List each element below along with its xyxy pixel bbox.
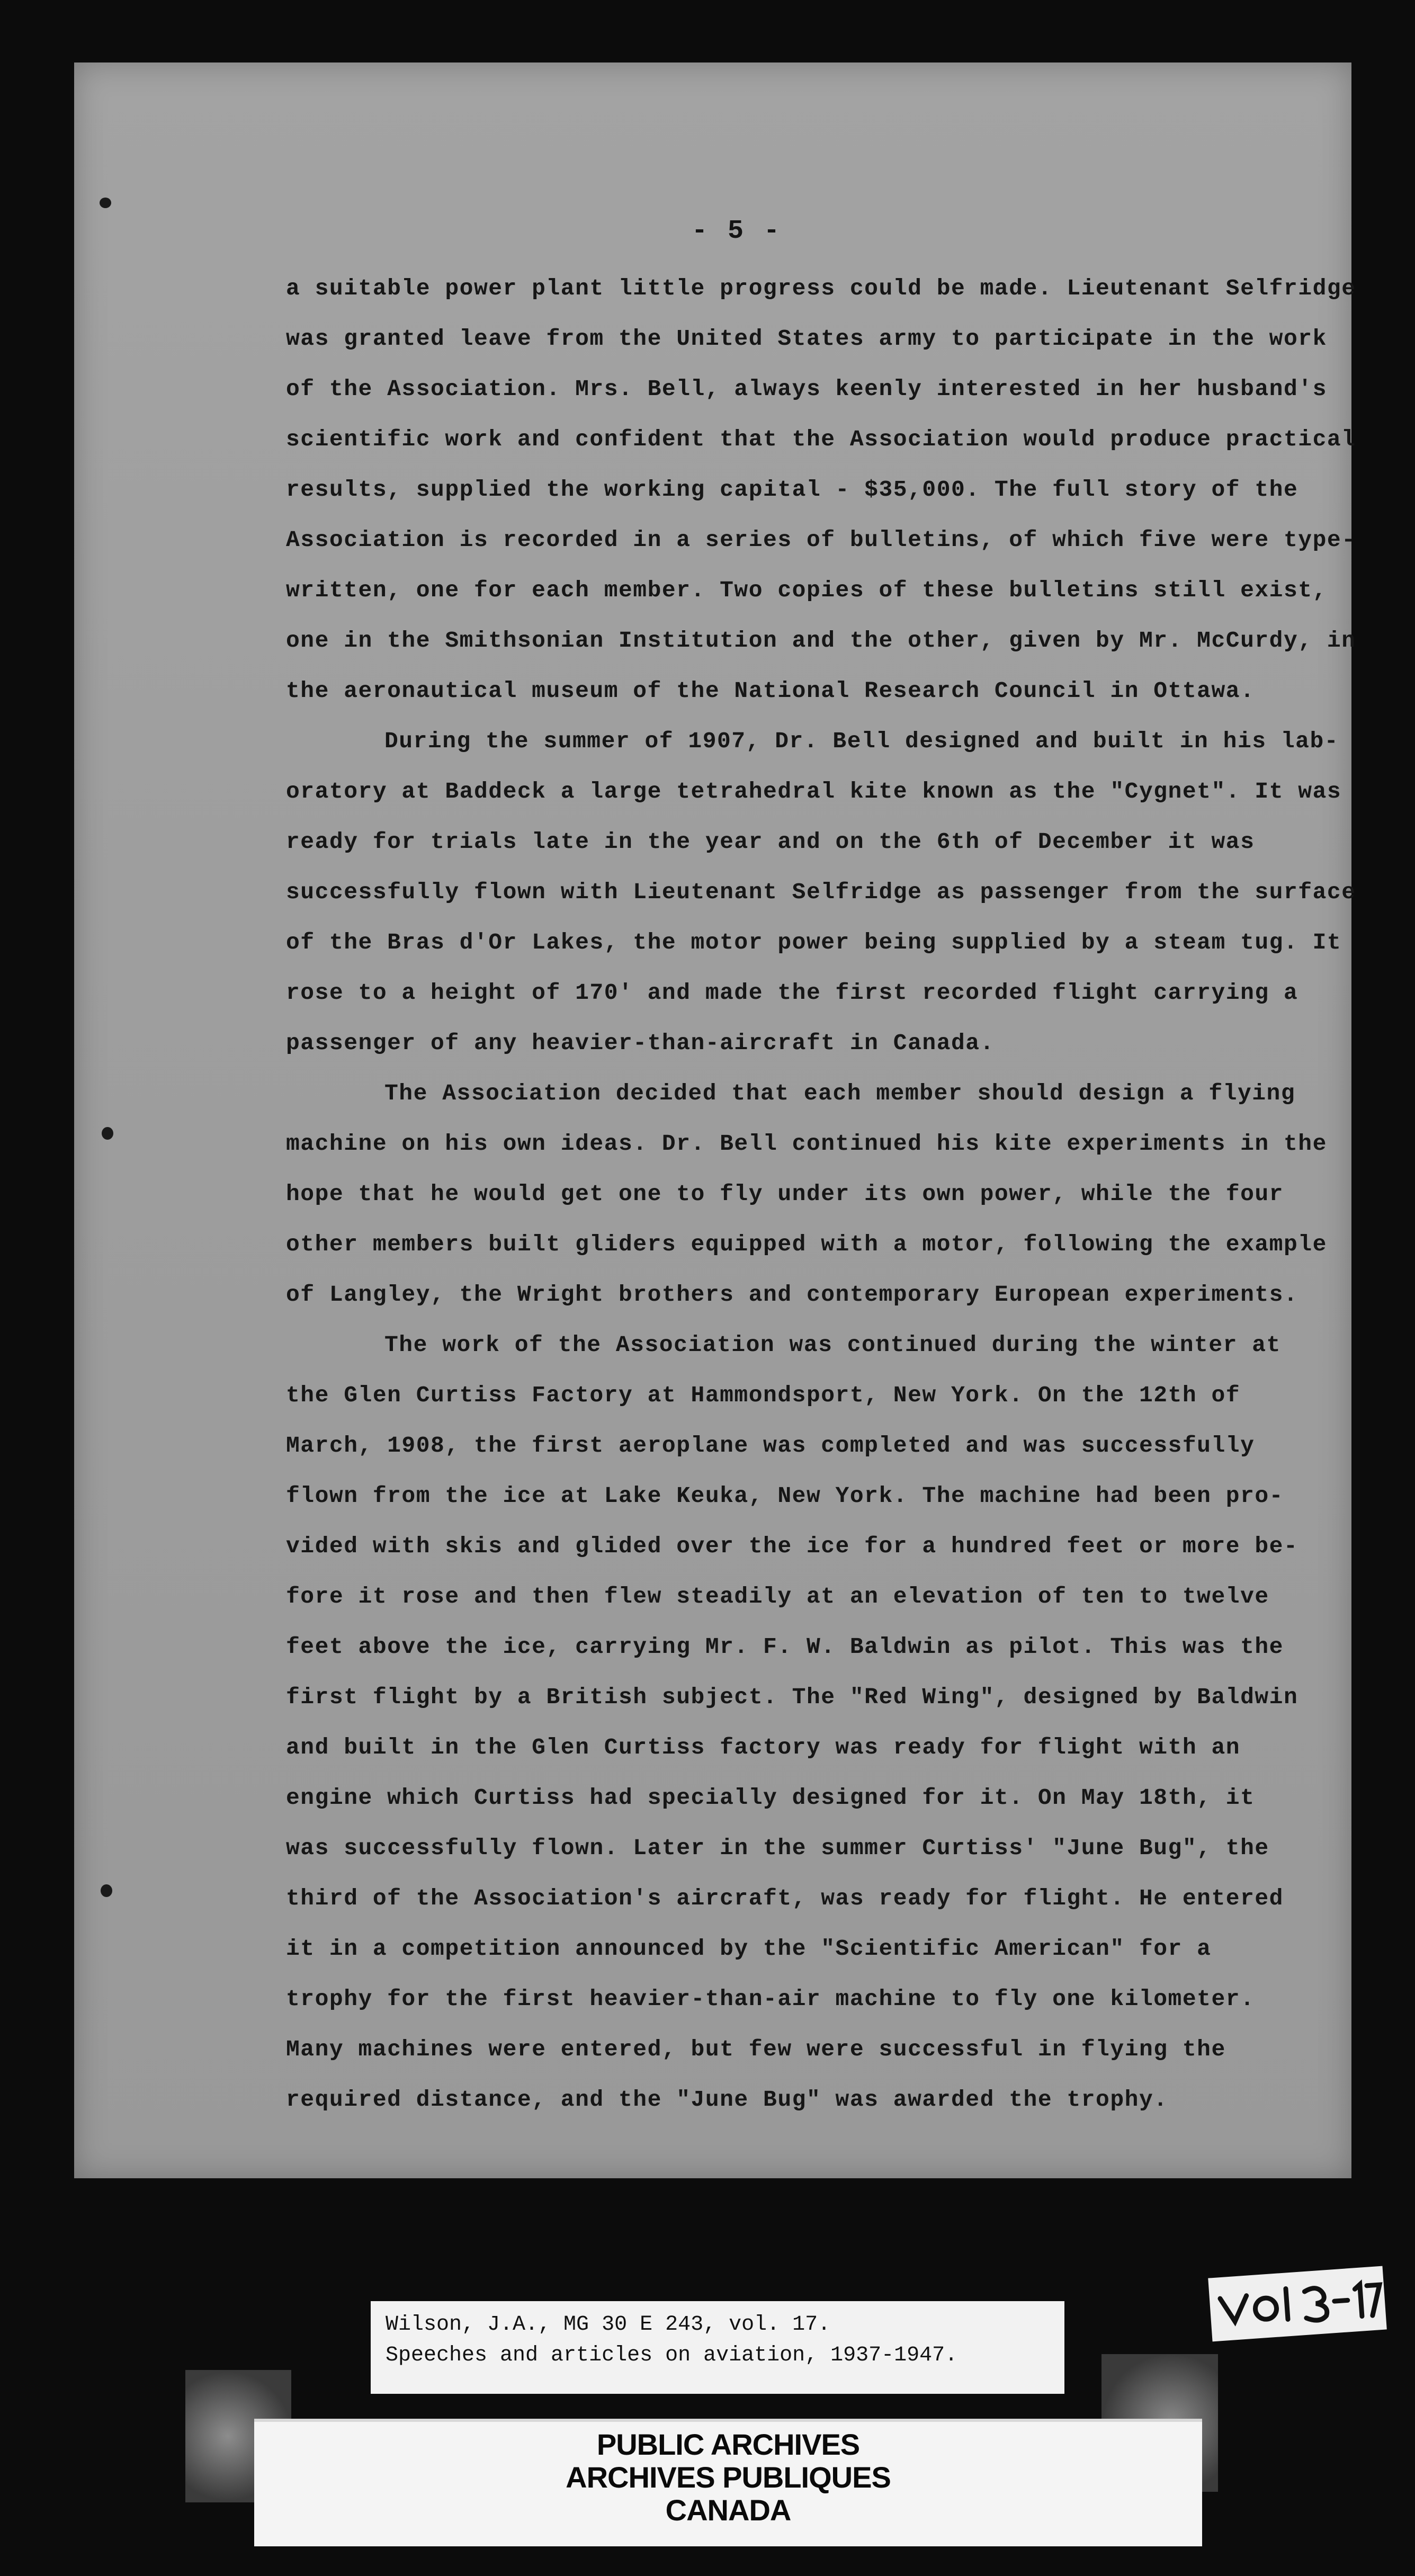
text-line: results, supplied the working capital - $35,000. The full story of the xyxy=(286,477,1298,503)
punch-hole-top xyxy=(100,198,111,208)
text-line: machine on his own ideas. Dr. Bell continued his kite experiments in the xyxy=(286,1131,1327,1157)
text-line: hope that he would get one to fly under its own power, while the four xyxy=(286,1181,1284,1207)
text-line: Many machines were entered, but few were successful in flying the xyxy=(286,2036,1226,2062)
handwritten-note-drawing xyxy=(1208,2266,1387,2342)
text-line: required distance, and the "June Bug" was awarded the trophy. xyxy=(286,2087,1168,2113)
punch-hole-bottom xyxy=(101,1884,112,1897)
handwritten-volume-note xyxy=(1208,2266,1387,2342)
text-line: passenger of any heavier-than-aircraft in Canada. xyxy=(286,1030,995,1056)
text-line: trophy for the first heavier-than-air machine to fly one kilometer. xyxy=(286,1986,1255,2012)
text-line: written, one for each member. Two copies of these bulletins still exist, xyxy=(286,577,1327,603)
stamp-line-country: CANADA xyxy=(665,2493,791,2527)
text-line: flown from the ice at Lake Keuka, New York. The machine had been pro- xyxy=(286,1483,1284,1509)
text-line: fore it rose and then flew steadily at an elevation of ten to twelve xyxy=(286,1584,1269,1609)
punch-hole-middle xyxy=(102,1127,113,1140)
text-line: rose to a height of 170' and made the first recorded flight carrying a xyxy=(286,980,1298,1006)
text-line: engine which Curtiss had specially designed for it. On May 18th, it xyxy=(286,1785,1255,1811)
text-line: was successfully flown. Later in the summer Curtiss' "June Bug", the xyxy=(286,1835,1269,1861)
catalog-card xyxy=(371,2301,1064,2394)
text-line: ready for trials late in the year and on the 6th of December it was xyxy=(286,829,1255,855)
catalog-reference: Wilson, J.A., MG 30 E 243, vol. 17. xyxy=(386,2313,831,2337)
text-line: the aeronautical museum of the National Research Council in Ottawa. xyxy=(286,678,1255,704)
typewritten-page xyxy=(74,62,1356,2178)
text-line: third of the Association's aircraft, was ready for flight. He entered xyxy=(286,1885,1284,1911)
text-line: March, 1908, the first aeroplane was completed and was successfully xyxy=(286,1433,1255,1459)
text-line: and built in the Glen Curtiss factory was ready for flight with an xyxy=(286,1734,1241,1760)
text-line: a suitable power plant little progress could be made. Lieutenant Selfridge xyxy=(286,275,1356,301)
text-line: vided with skis and glided over the ice for a hundred feet or more be- xyxy=(286,1533,1298,1559)
text-line: The work of the Association was continued during the winter at xyxy=(384,1332,1281,1358)
text-line: scientific work and confident that the Association would produce practical xyxy=(286,426,1356,452)
text-line: one in the Smithsonian Institution and the other, given by Mr. McCurdy, in xyxy=(286,628,1356,654)
text-line: successfully flown with Lieutenant Selfridge as passenger from the surface xyxy=(286,879,1356,905)
archives-stamp xyxy=(254,2419,1202,2546)
text-line: of the Bras d'Or Lakes, the motor power being supplied by a steam tug. It xyxy=(286,929,1342,955)
text-line: first flight by a British subject. The "Red Wing", designed by Baldwin xyxy=(286,1684,1298,1710)
stamp-line-french: ARCHIVES PUBLIQUES xyxy=(566,2461,891,2494)
text-line: the Glen Curtiss Factory at Hammondsport, New York. On the 12th of xyxy=(286,1382,1241,1408)
text-line: feet above the ice, carrying Mr. F. W. Baldwin as pilot. This was the xyxy=(286,1634,1284,1660)
text-line: it in a competition announced by the "Scientific American" for a xyxy=(286,1936,1212,1962)
catalog-description: Speeches and articles on aviation, 1937-1947. xyxy=(386,2344,958,2367)
text-line: other members built gliders equipped with a motor, following the example xyxy=(286,1231,1327,1257)
text-line: The Association decided that each member should design a flying xyxy=(384,1080,1296,1106)
text-line: Association is recorded in a series of bulletins, of which five were type- xyxy=(286,527,1356,553)
text-line: of the Association. Mrs. Bell, always keenly interested in her husband's xyxy=(286,376,1327,402)
text-line: of Langley, the Wright brothers and contemporary European experiments. xyxy=(286,1282,1298,1308)
stamp-line-english: PUBLIC ARCHIVES xyxy=(596,2428,860,2461)
text-line: oratory at Baddeck a large tetrahedral kite known as the "Cygnet". It was xyxy=(286,779,1342,804)
text-line: During the summer of 1907, Dr. Bell designed and built in his lab- xyxy=(384,728,1339,754)
page-number: - 5 - xyxy=(691,216,782,246)
archive-label-strip xyxy=(180,2301,1250,2545)
text-line: was granted leave from the United States army to participate in the work xyxy=(286,326,1327,352)
